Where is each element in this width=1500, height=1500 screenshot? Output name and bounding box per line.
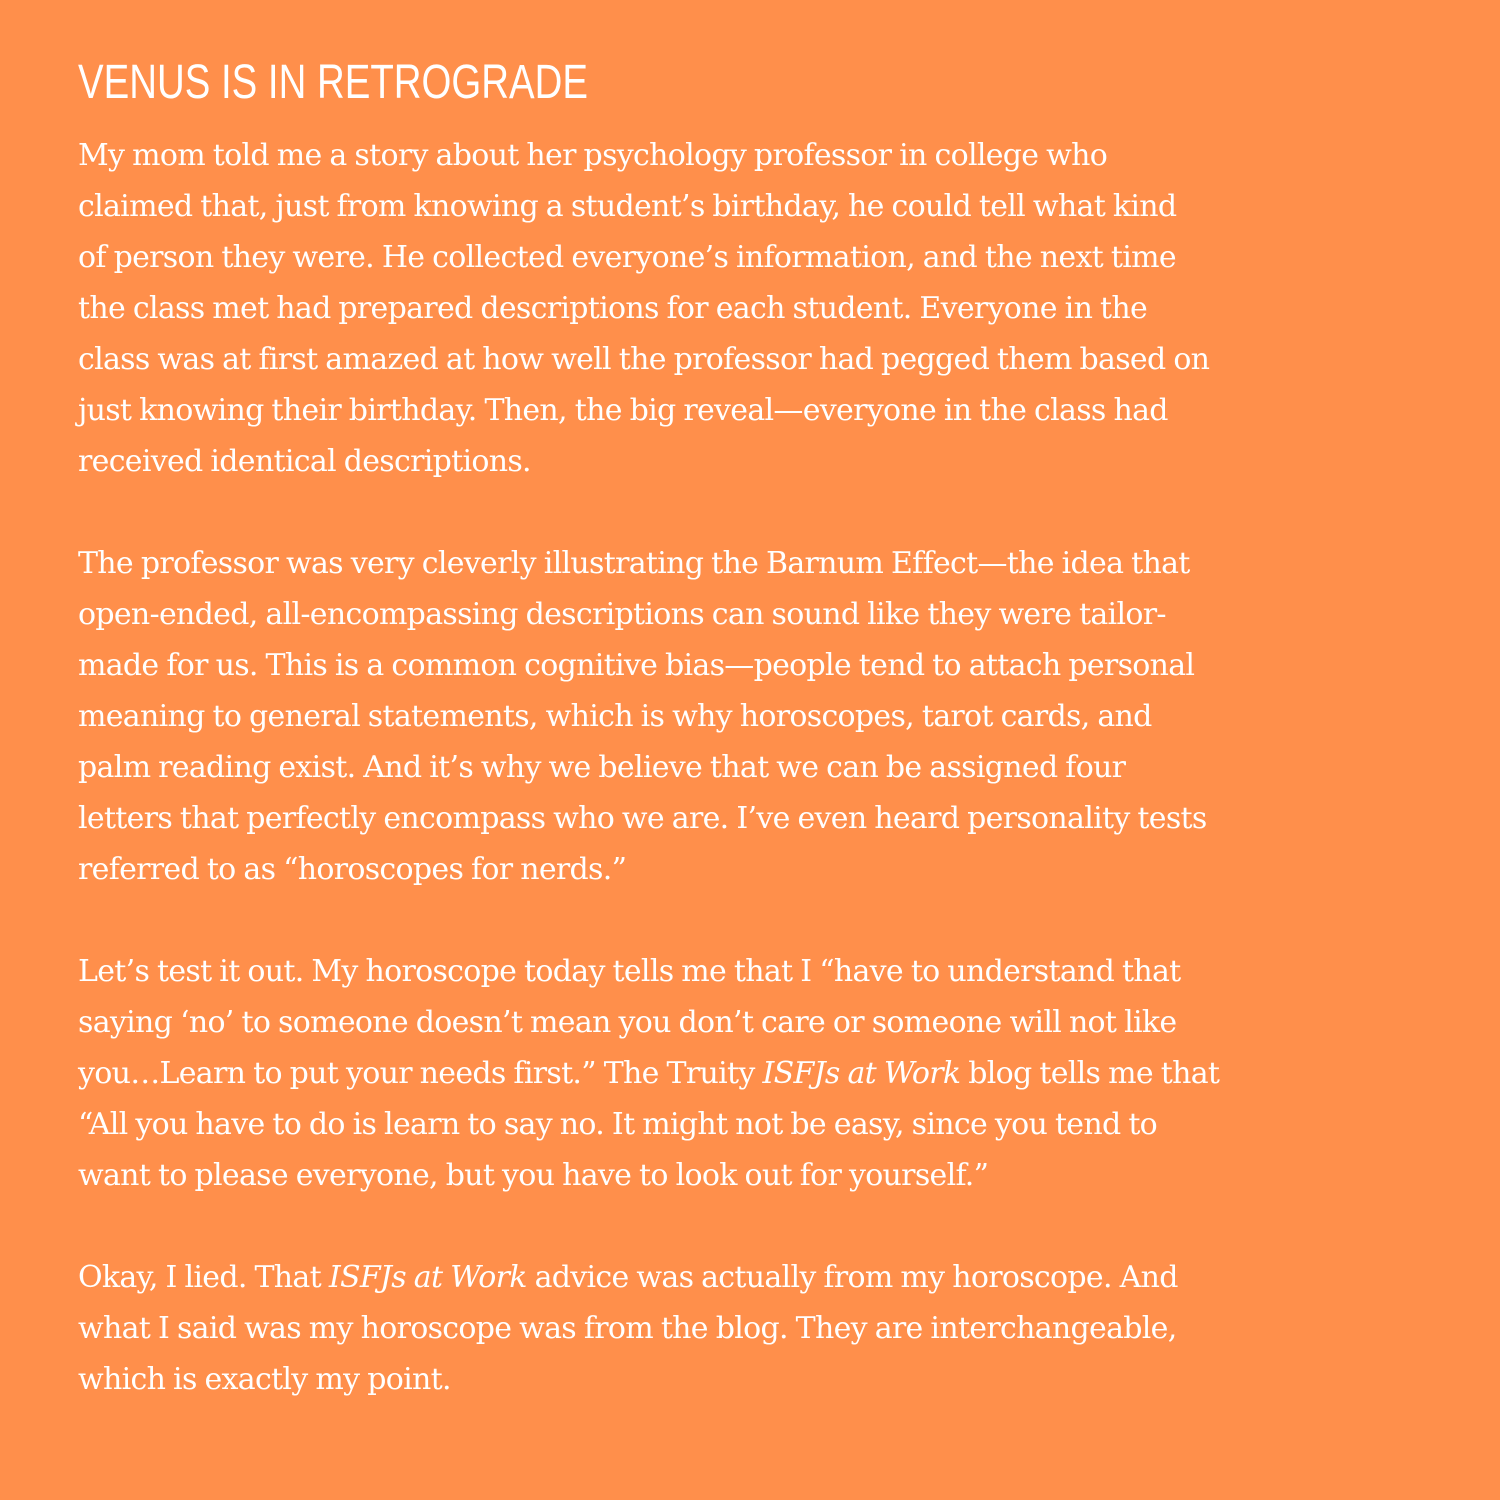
paragraph-2-line-5: palm reading exist. And it’s why we believe that we can be assigned four bbox=[78, 750, 1126, 785]
paragraph-1-line-5: class was at first amazed at how well the professor had pegged them based on bbox=[78, 342, 1210, 377]
paragraph-4 bbox=[78, 1252, 1422, 1405]
paragraph-1-line-7: received identical descriptions. bbox=[78, 444, 531, 479]
paragraph-3-line-3 bbox=[78, 1048, 1422, 1099]
paragraph-4-line-1 bbox=[78, 1252, 1422, 1303]
paragraph-2-line-2: open-ended, all-encompassing descriptions can sound like they were tailor- bbox=[78, 597, 1166, 632]
paragraph-4-line-1-start: Okay, I lied. That bbox=[78, 1260, 329, 1295]
paragraph-2-line-4: meaning to general statements, which is why horoscopes, tarot cards, and bbox=[78, 699, 1152, 734]
paragraph-1-line-2: claimed that, just from knowing a student’s birthday, he could tell what kind bbox=[78, 189, 1177, 224]
paragraph-2-line-6: letters that perfectly encompass who we are. I’ve even heard personality tests bbox=[78, 801, 1207, 836]
paragraph-4-line-3: which is exactly my point. bbox=[78, 1362, 451, 1397]
paragraph-1-line-3: of person they were. He collected everyone’s information, and the next time bbox=[78, 240, 1176, 275]
paragraph-3-line-3-start: you…Learn to put your needs first.” The Truity bbox=[78, 1056, 763, 1091]
paragraph-2-line-7: referred to as “horoscopes for nerds.” bbox=[78, 852, 627, 887]
paragraph-2 bbox=[78, 538, 1422, 895]
paragraph-2-line-1: The professor was very cleverly illustrating the Barnum Effect—the idea that bbox=[78, 546, 1190, 581]
advice-title-italic: ISFJs at Work bbox=[328, 1260, 527, 1295]
paragraph-1-line-4: the class met had prepared descriptions for each student. Everyone in the bbox=[78, 291, 1148, 326]
paragraph-2-line-3: made for us. This is a common cognitive bias—people tend to attach personal bbox=[78, 648, 1195, 683]
paragraph-4-line-1-end: advice was actually from my horoscope. And bbox=[526, 1260, 1178, 1295]
paragraph-3-line-5: want to please everyone, but you have to look out for yourself.” bbox=[78, 1158, 989, 1193]
paragraph-3-line-2: saying ‘no’ to someone doesn’t mean you don’t care or someone will not like bbox=[78, 1005, 1177, 1040]
paragraph-1 bbox=[78, 130, 1422, 487]
paragraph-3-line-4: “All you have to do is learn to say no. It might not be easy, since you tend to bbox=[78, 1107, 1158, 1142]
article-body bbox=[78, 130, 1422, 1405]
paragraph-3-line-3-end: blog tells me that bbox=[960, 1056, 1220, 1091]
paragraph-3 bbox=[78, 946, 1422, 1201]
paragraph-1-line-6: just knowing their birthday. Then, the big reveal—everyone in the class had bbox=[78, 393, 1168, 428]
blog-title-italic: ISFJs at Work bbox=[762, 1056, 961, 1091]
paragraph-4-line-2: what I said was my horoscope was from the blog. They are interchangeable, bbox=[78, 1311, 1177, 1346]
paragraph-1-line-1: My mom told me a story about her psychology professor in college who bbox=[78, 138, 1108, 173]
paragraph-3-line-1: Let’s test it out. My horoscope today tells me that I “have to understand that bbox=[78, 954, 1181, 989]
article-title: VENUS IS IN RETROGRADE bbox=[78, 56, 588, 109]
